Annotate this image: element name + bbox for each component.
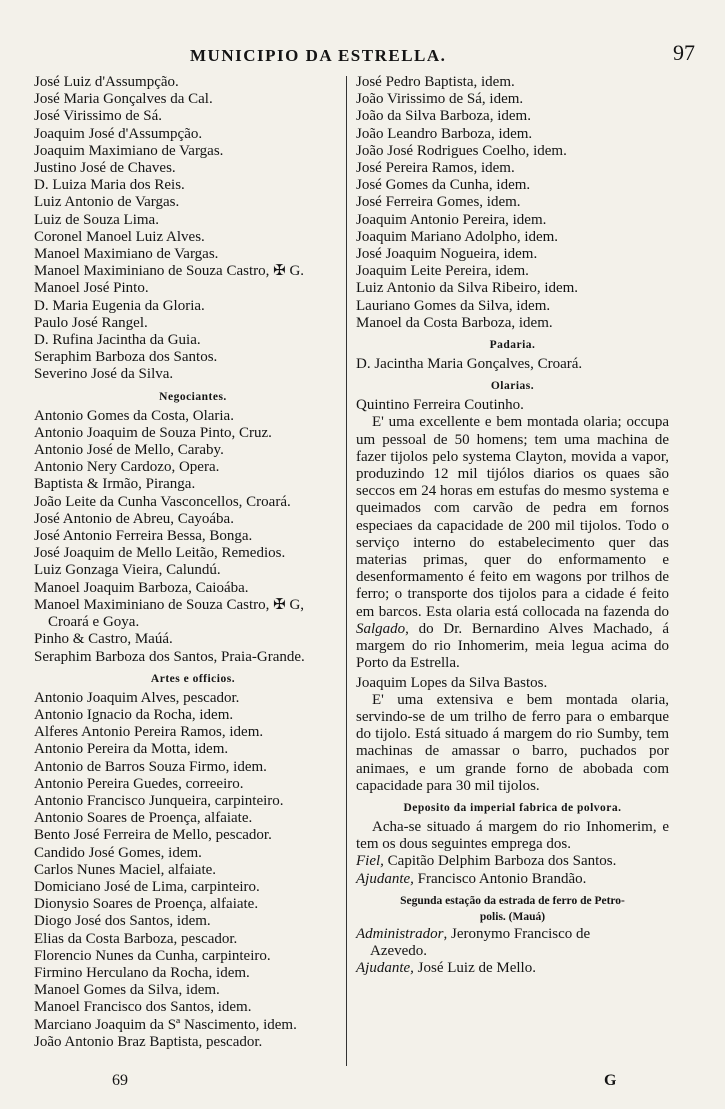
staff-entry	[356, 926, 669, 943]
list-item: José Gomes da Cunha, idem.	[356, 177, 531, 194]
list-item: Croará e Goya.	[48, 614, 140, 631]
list-item: José Joaquim Nogueira, idem.	[356, 246, 538, 263]
list-item: João Virissimo de Sá, idem.	[356, 91, 524, 108]
section-heading-estacao: Segunda estação da estrada de ferro de Petro-	[400, 894, 625, 907]
list-item: Severino José da Silva.	[34, 366, 174, 383]
list-item: Justino José de Chaves.	[34, 160, 176, 177]
section-heading-negociantes: Negociantes.	[159, 390, 227, 403]
staff-name: , Jeronymo Francisco de	[443, 925, 591, 942]
olaria-description	[356, 414, 669, 672]
list-item: Joaquim Leite Pereira, idem.	[356, 263, 529, 280]
staff-entry	[356, 853, 669, 870]
list-item: Manoel Maximiano de Vargas.	[34, 246, 219, 263]
left-column	[34, 74, 352, 1051]
section-heading-padaria: Padaria.	[489, 339, 536, 352]
idem-list	[356, 74, 669, 332]
list-item: Antonio José de Mello, Caraby.	[34, 442, 224, 459]
list-item: Antonio Soares de Proença, alfaiate.	[34, 810, 253, 827]
list-item: Luiz Antonio da Silva Ribeiro, idem.	[356, 280, 579, 297]
list-item: Carlos Nunes Maciel, alfaiate.	[34, 861, 217, 878]
list-item: Antonio Francisco Junqueira, carpinteiro.	[34, 792, 284, 809]
olaria-place: Salgado	[356, 620, 406, 637]
list-item: Antonio Joaquim de Souza Pinto, Cruz.	[34, 424, 272, 441]
role-label: Fiel,	[356, 853, 384, 870]
list-item: Antonio Joaquim Alves, pescador.	[34, 689, 240, 706]
list-item: João Leite da Cunha Vasconcellos, Croará.	[34, 493, 291, 510]
list-item: João José Rodrigues Coelho, idem.	[356, 142, 567, 159]
list-item: D. Luiza Maria dos Reis.	[34, 177, 185, 194]
list-item: Joaquim Mariano Adolpho, idem.	[356, 228, 559, 245]
list-item: Luiz de Souza Lima.	[34, 211, 159, 228]
role-label: Ajudante,	[356, 960, 414, 977]
staff-name: José Luiz de Mello.	[417, 960, 536, 977]
list-item: Joaquim Antonio Pereira, idem.	[356, 211, 547, 228]
list-item: Luiz Antonio de Vargas.	[34, 194, 180, 211]
list-item: Antonio Gomes da Costa, Olaria.	[34, 407, 234, 424]
list-item: Manoel José Pinto.	[34, 280, 149, 297]
list-item: Manoel Gomes da Silva, idem.	[34, 982, 220, 999]
role-label: Ajudante,	[356, 870, 414, 887]
signature-mark-right: G	[604, 1072, 617, 1089]
list-item: João da Silva Barboza, idem.	[356, 108, 531, 125]
list-item: Lauriano Gomes da Silva, idem.	[356, 297, 551, 314]
list-item: Florencio Nunes da Cunha, carpinteiro.	[34, 947, 271, 964]
deposito-description: Acha-se situado á margem do rio Inhomerim, e tem os dous seguintes emprega dos.	[356, 818, 669, 853]
list-item: Manoel Francisco dos Santos, idem.	[34, 999, 252, 1016]
list-item: Paulo José Rangel.	[34, 314, 148, 331]
list-item: José Luiz d'Assumpção.	[34, 74, 179, 90]
section-heading-olarias: Olarias.	[490, 380, 535, 393]
staff-name-cont: Azevedo.	[370, 942, 428, 959]
list-item: José Joaquim de Mello Leitão, Remedios.	[34, 545, 286, 562]
list-item: Elias da Costa Barboza, pescador.	[34, 930, 238, 947]
list-item: Manoel Maximiniano de Souza Castro, ✠ G.	[34, 263, 305, 280]
residents-list	[34, 74, 352, 384]
list-item: Candido José Gomes, idem.	[34, 844, 202, 861]
list-item: D. Rufina Jacintha da Guia.	[34, 332, 201, 349]
list-item: D. Maria Eugenia da Gloria.	[34, 297, 205, 314]
negociantes-list	[34, 408, 352, 666]
list-item: Firmino Herculano da Rocha, idem.	[34, 964, 250, 981]
artes-list	[34, 690, 352, 1051]
page-header	[40, 40, 695, 70]
list-item: Domiciano José de Lima, carpinteiro.	[34, 878, 260, 895]
list-item: Antonio Pereira Guedes, correeiro.	[34, 775, 244, 792]
section-heading-deposito: Deposito da imperial fabrica de polvora.	[403, 801, 622, 814]
olaria-owner: Joaquim Lopes da Silva Bastos.	[356, 674, 548, 691]
list-item: João Leandro Barboza, idem.	[356, 125, 533, 142]
list-item: José Antonio Ferreira Bessa, Bonga.	[34, 528, 253, 545]
list-item: Luiz Gonzaga Vieira, Calundú.	[34, 562, 221, 579]
list-item: José Ferreira Gomes, idem.	[356, 194, 521, 211]
list-item: José Pedro Baptista, idem.	[356, 74, 515, 90]
list-item: Dionysio Soares de Proença, alfaiate.	[34, 896, 259, 913]
staff-name: Capitão Delphim Barboza dos Santos.	[387, 853, 617, 870]
list-item: Pinho & Castro, Maúá.	[34, 631, 173, 648]
list-item: Joaquim Maximiano de Vargas.	[34, 142, 224, 159]
list-item: Manoel da Costa Barboza, idem.	[356, 314, 553, 331]
olaria-owner: Quintino Ferreira Coutinho.	[356, 397, 524, 414]
list-item: Joaquim José d'Assumpção.	[34, 125, 203, 142]
olaria-description: E' uma extensiva e bem montada olaria, servindo-se de um trilho de ferro para o embarque do tijolo. Está situado á margem do rio Sumby, tem machinas de amassar o barro, puchados por animaes, e um grande forno de abobada com capacidade para 30 mil tijolos.	[356, 691, 669, 794]
list-item: Coronel Manoel Luiz Alves.	[34, 228, 205, 245]
staff-entry	[356, 871, 669, 888]
list-item: José Maria Gonçalves da Cal.	[34, 91, 213, 108]
list-item: Diogo José dos Santos, idem.	[34, 913, 211, 930]
section-heading-estacao-cont: polis. (Mauá)	[479, 910, 546, 923]
signature-mark-left: 69	[112, 1072, 128, 1089]
page-title: MUNICIPIO DA ESTRELLA.	[190, 46, 447, 65]
list-item: João Antonio Braz Baptista, pescador.	[34, 1033, 263, 1050]
section-heading-artes: Artes e officios.	[150, 672, 236, 685]
staff-name: Francisco Antonio Brandão.	[417, 870, 587, 887]
list-item: Antonio Ignacio da Rocha, idem.	[34, 706, 234, 723]
list-item: Baptista & Irmão, Piranga.	[34, 476, 196, 493]
list-item: Manoel Joaquim Barboza, Caioába.	[34, 579, 249, 596]
list-item: José Virissimo de Sá.	[34, 108, 162, 125]
right-column	[356, 74, 669, 977]
list-item: José Pereira Ramos, idem.	[356, 160, 515, 177]
list-item: Seraphim Barboza dos Santos.	[34, 349, 218, 366]
role-label: Administrador	[356, 925, 444, 942]
list-item: Seraphim Barboza dos Santos, Praia-Grande.	[34, 648, 305, 665]
staff-entry	[356, 960, 669, 977]
page-number: 97	[673, 40, 695, 65]
list-item: Bento José Ferreira de Mello, pescador.	[34, 827, 272, 844]
list-item: Marciano Joaquim da Sª Nascimento, idem.	[34, 1016, 297, 1033]
olaria-text-cont: , do Dr. Bernardino Alves Machado, á margem do rio Inhomerim, meia legua acima do Porto da Estrella.	[356, 620, 669, 672]
list-item: Alferes Antonio Pereira Ramos, idem.	[34, 724, 264, 741]
list-item: Manoel Maximiniano de Souza Castro, ✠ G,	[34, 596, 305, 613]
list-item: Antonio Pereira da Motta, idem.	[34, 741, 229, 758]
olaria-text: E' uma excellente e bem montada olaria; occupa um pessoal de 50 homens; tem uma machina de fazer tijolos pelo systema Clayton, movida a vapor, produzindo 12 mil tijólos diarios os quaes são seccos em 24 horas em estufas do mesmo systema e queimados com carvão de pedra em fornos especiaes da capacidade de 200 mil tijolos. Todo o serviço interno do estabelecimento quer das materias primas, quer do enformamento e desenformamento é feito em wagons por trilhos de ferro; o transporte dos tijolos para a cidade é feito em barcos. Esta olaria está collocada na fazenda do	[356, 414, 669, 620]
list-item: José Antonio de Abreu, Cayoába.	[34, 510, 234, 527]
list-item: Antonio de Barros Souza Firmo, idem.	[34, 758, 267, 775]
list-item: Antonio Nery Cardozo, Opera.	[34, 459, 220, 476]
list-item: D. Jacintha Maria Gonçalves, Croará.	[356, 356, 583, 373]
